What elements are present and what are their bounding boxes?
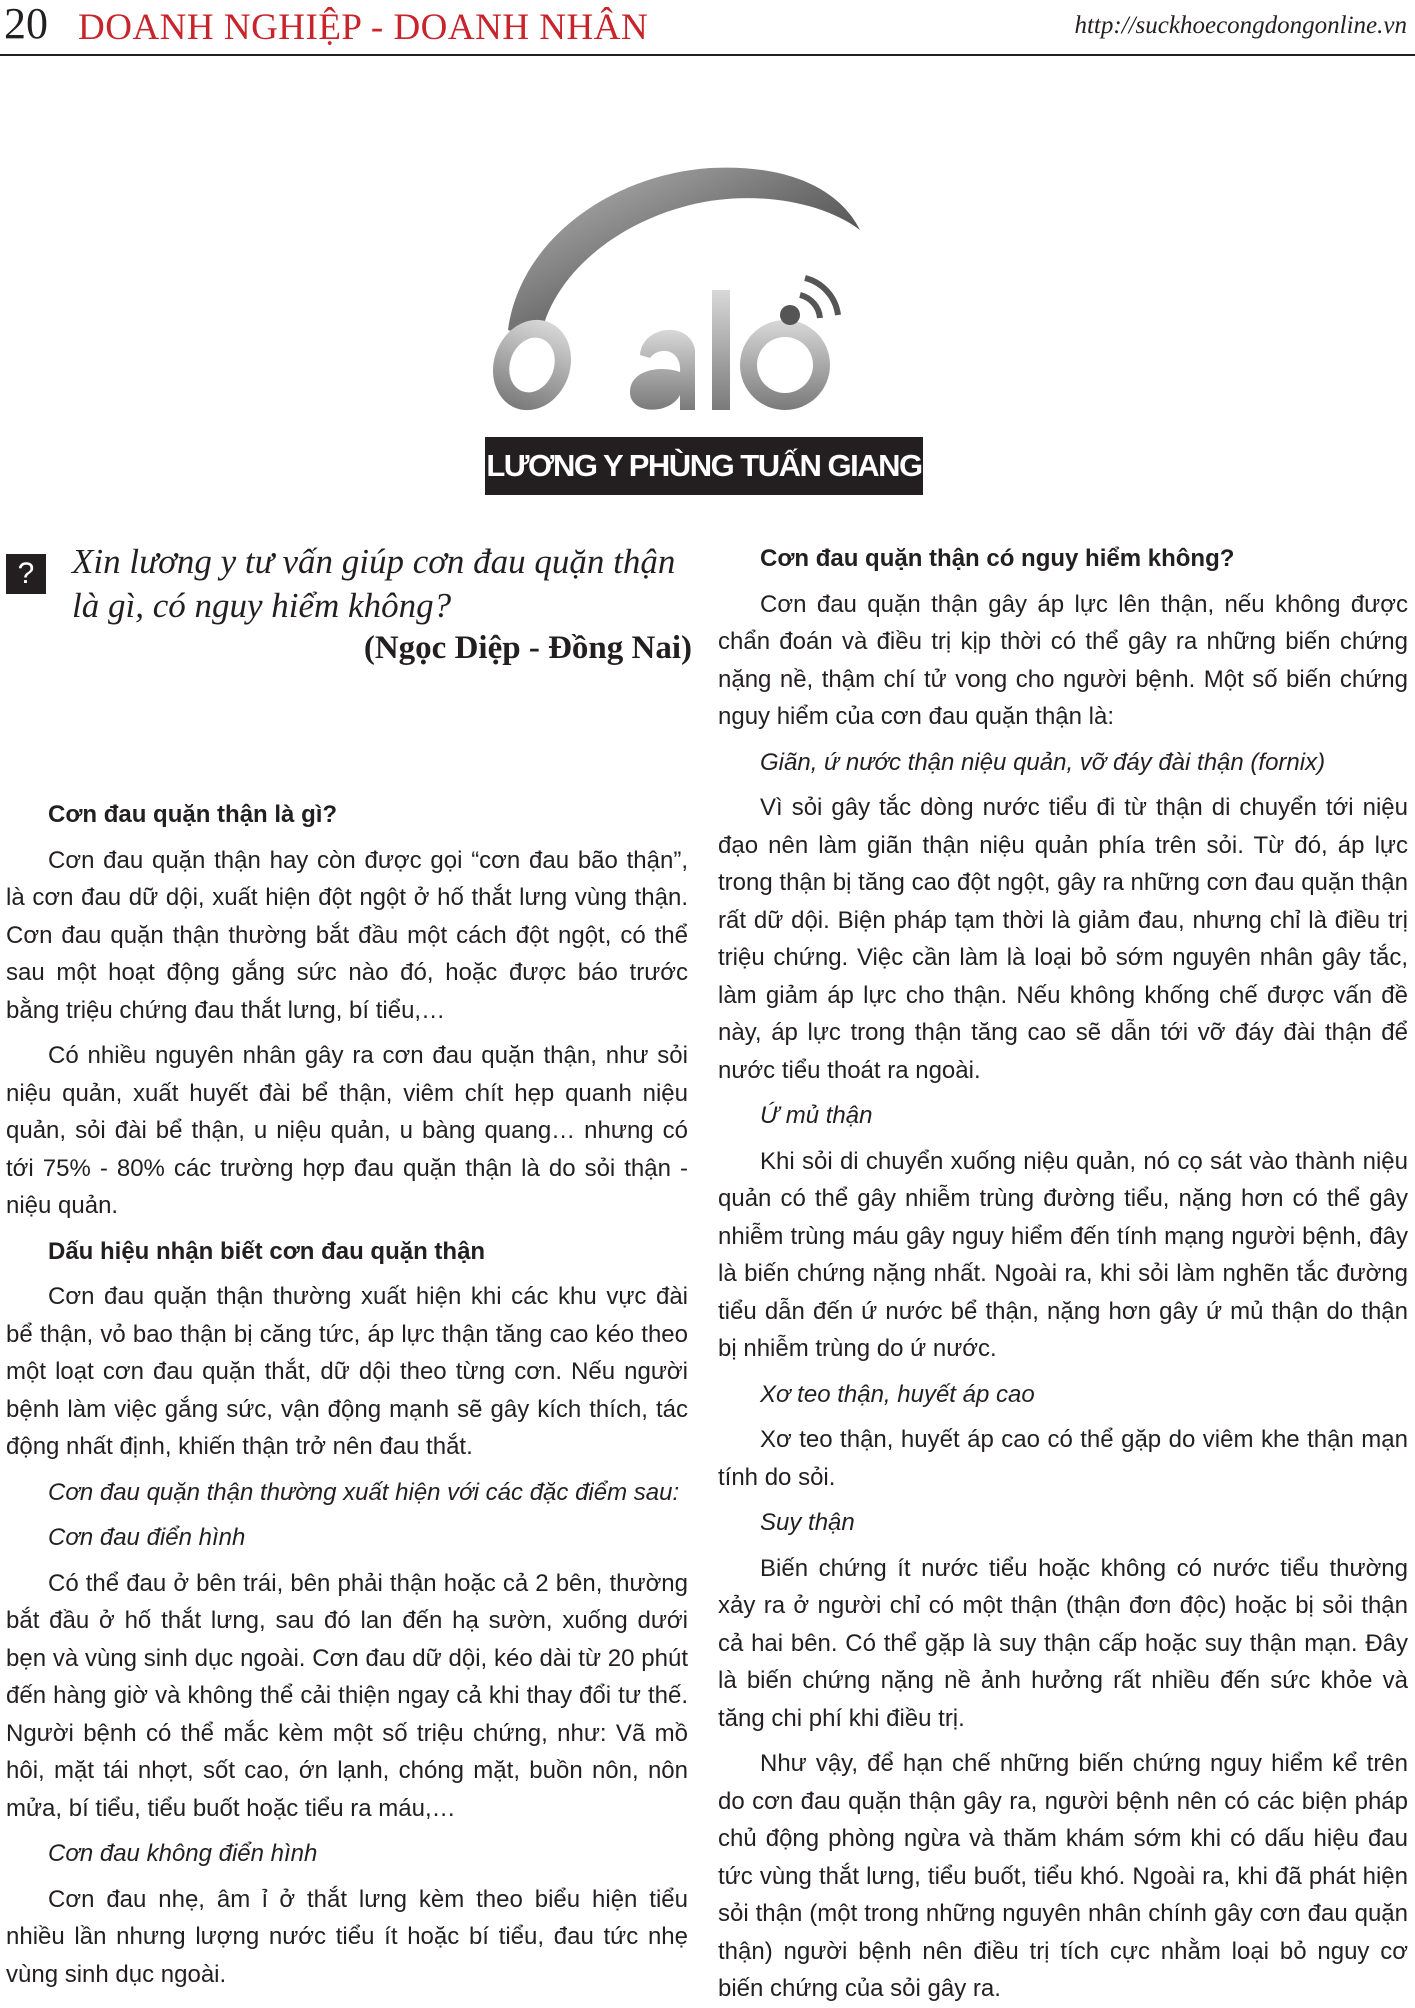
website-url[interactable]: http://suckhoecongdongonline.vn (1074, 12, 1407, 39)
paragraph: Cơn đau nhẹ, âm ỉ ở thắt lưng kèm theo biểu hiện tiểu nhiều lần nhưng lượng nước tiểu ít hoặc bí tiểu, đau tức nhẹ vùng sinh dục ngoài. (6, 1885, 688, 1988)
italic-subheading: Cơn đau quặn thận thường xuất hiện với các đặc điểm sau: (48, 1478, 680, 1506)
paragraph: Cơn đau quặn thận thường xuất hiện khi các khu vực đài bể thận, vỏ bao thận bị căng tức, áp lực thận tăng cao kéo theo một loạt cơn đau quặn thắt, dữ dội theo từng cơn. Nếu người bệnh làm việc gắng sức, vận động mạnh sẽ gây kích thích, tác động nhất định, khiến thận trở nên đau thắt. (6, 1283, 688, 1460)
paragraph: Biến chứng ít nước tiểu hoặc không có nước tiểu thường xảy ra ở người chỉ có một thận (thận đơn độc) hoặc bị sỏi thận cả hai bên. Có thể gặp là suy thận cấp hoặc suy thận mạn. Đây là biến chứng nặng nề ảnh hưởng rất nhiều đến sức khỏe và tăng chi phí khi điều trị. (718, 1554, 1408, 1732)
page-number: 20 (4, 0, 48, 48)
header-rule (0, 54, 1415, 56)
paragraph: Cơn đau quặn thận gây áp lực lên thận, nếu không được chẩn đoán và điều trị kịp thời có thể gây ra những biến chứng nặng nề, thậm chí tử vong cho người bệnh. Một số biến chứng nguy hiểm của cơn đau quặn thận là: (718, 590, 1408, 730)
italic-subheading: Xơ teo thận, huyết áp cao (760, 1380, 1035, 1408)
reader-question: Xin lương y tư vấn giúp cơn đau quặn thận là gì, có nguy hiểm không? (72, 542, 676, 625)
heading-danger: Cơn đau quặn thận có nguy hiểm không? (760, 545, 1235, 572)
right-column (718, 540, 1408, 2008)
question-asker: (Ngọc Diệp - Đồng Nai) (363, 630, 692, 666)
italic-subheading: Ứ mủ thận (760, 1102, 873, 1129)
left-column (6, 796, 688, 1993)
alo-logo-graphic (490, 160, 880, 425)
columnist-banner: LƯƠNG Y PHÙNG TUẤN GIANG XIN NGHE (485, 437, 923, 495)
italic-subheading: Cơn đau điển hình (48, 1524, 246, 1551)
heading-what-is: Cơn đau quặn thận là gì? (48, 801, 338, 828)
alo-logo (490, 160, 880, 425)
paragraph: Vì sỏi gây tắc dòng nước tiểu đi từ thận di chuyển tới niệu đạo nên làm giãn thận niệu quản phía trên sỏi. Từ đó, áp lực trong thận bị tăng cao đột ngột, gây ra những cơn đau quặn thận rất dữ dội. Biện pháp tạm thời là giảm đau, nhưng chỉ là điều trị triệu chứng. Việc cần làm là loại bỏ sớm nguyên nhân gây tắc, làm giảm áp lực cho thận. Nếu không khống chế được vấn đề này, áp lực trong thận tăng cao sẽ dẫn tới vỡ đáy đài thận để nước tiểu thoát ra ngoài. (718, 794, 1408, 1084)
paragraph: Có nhiều nguyên nhân gây ra cơn đau quặn thận, như sỏi niệu quản, xuất huyết đài bể thận, viêm chít hẹp quanh niệu quản, sỏi đài bể thận, u niệu quản, u bàng quang… nhưng có tới 75% - 80% các trường hợp đau quặn thận là do sỏi thận - niệu quản. (6, 1042, 688, 1219)
italic-subheading: Cơn đau không điển hình (48, 1840, 318, 1867)
italic-subheading: Suy thận (760, 1509, 855, 1536)
italic-subheading: Giãn, ứ nước thận niệu quản, vỡ đáy đài thận (fornix) (760, 748, 1326, 776)
paragraph: Có thể đau ở bên trái, bên phải thận hoặc cả 2 bên, thường bắt đầu ở hố thắt lưng, sau đó lan đến hạ sườn, xuống dưới bẹn và vùng sinh dục ngoài. Cơn đau dữ dội, kéo dài từ 20 phút đến hàng giờ và không thể cải thiện ngay cả khi thay đổi tư thế. Người bệnh có thể mắc kèm một số triệu chứng, như: Vã mồ hôi, mặt tái nhợt, sốt cao, ớn lạnh, chóng mặt, buồn nôn, nôn mửa, bí tiểu, tiểu buốt hoặc tiểu ra máu,… (6, 1569, 688, 1822)
paragraph: Cơn đau quặn thận hay còn được gọi “cơn đau bão thận”, là cơn đau dữ dội, xuất hiện đột ngột ở hố thắt lưng vùng thận. Cơn đau quặn thận thường bắt đầu một cách đột ngột, có thể sau một hoạt động gắng sức nào đó, hoặc được báo trước bằng triệu chứng đau thắt lưng, bí tiểu,… (6, 846, 688, 1024)
question-mark-icon: ? (6, 554, 46, 594)
paragraph: Như vậy, để hạn chế những biến chứng nguy hiểm kể trên do cơn đau quặn thận gây ra, người bệnh nên có các biện pháp chủ động phòng ngừa và thăm khám sớm khi có dấu hiệu đau tức vùng thắt lưng, tiểu buốt, tiểu khó. Ngoài ra, khi đã phát hiện sỏi thận (một trong những nguyên nhân chính gây cơn đau quặn thận) người bệnh nên điều trị tích cực nhằm loại bỏ nguy cơ biến chứng của sỏi gây ra. (718, 1750, 1408, 2002)
paragraph: Khi sỏi di chuyển xuống niệu quản, nó cọ sát vào thành niệu quản có thể gây nhiễm trùng đường tiểu, nặng hơn có thể gây nhiễm trùng máu gây nguy hiểm đến tính mạng người bệnh, đây là biến chứng nặng nhất. Ngoài ra, khi sỏi làm nghẽn tắc đường tiểu dẫn đến ứ nước bể thận, nặng hơn gây ứ mủ thận do thận bị nhiễm trùng do ứ nước. (718, 1147, 1408, 1362)
heading-signs: Dấu hiệu nhận biết cơn đau quặn thận (48, 1237, 486, 1265)
section-title: DOANH NGHIỆP - DOANH NHÂN (78, 7, 649, 48)
paragraph: Xơ teo thận, huyết áp cao có thể gặp do viêm khe thận mạn tính do sỏi. (718, 1426, 1408, 1491)
